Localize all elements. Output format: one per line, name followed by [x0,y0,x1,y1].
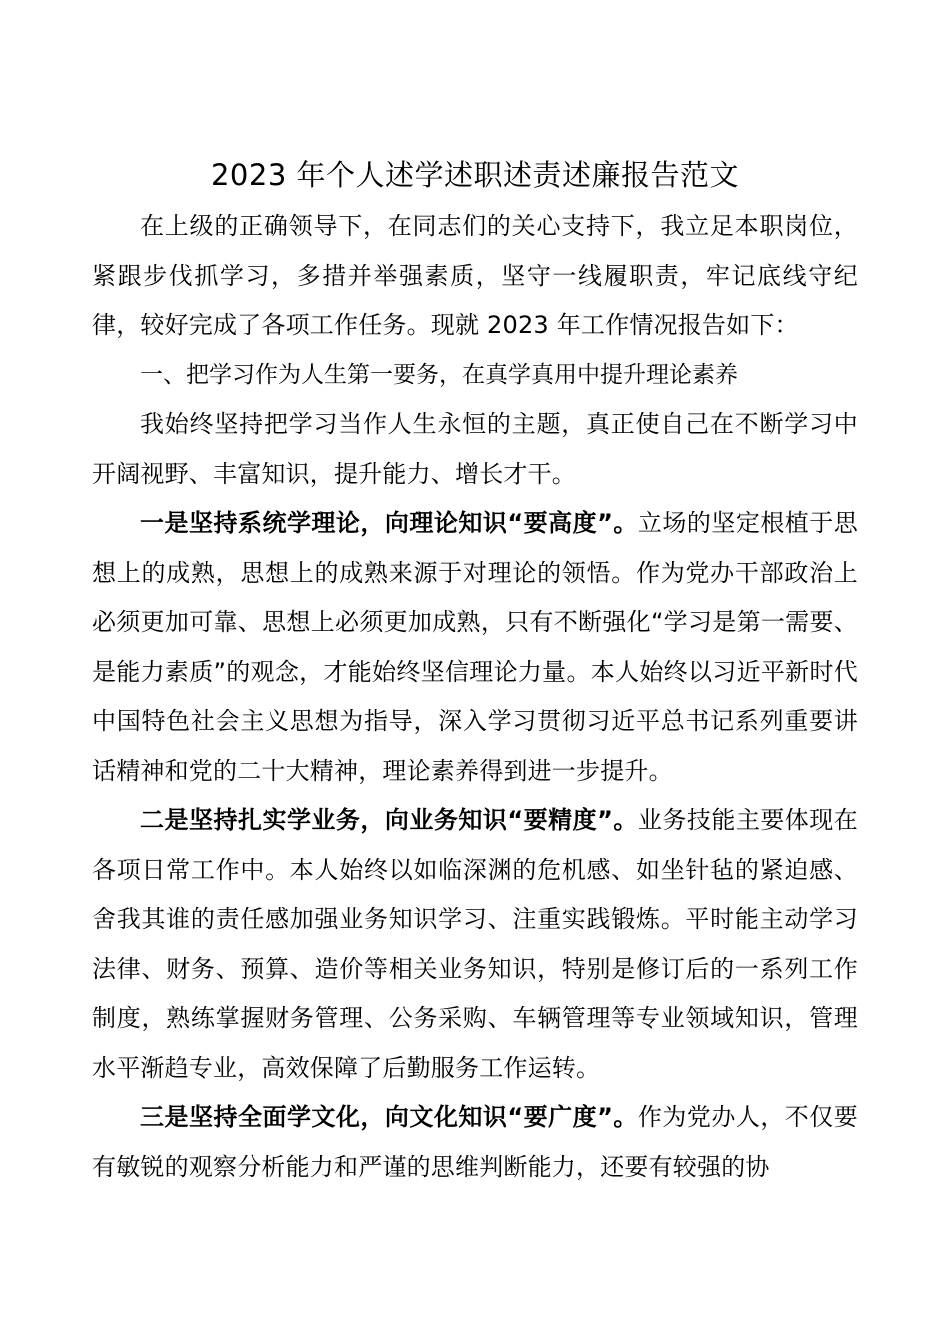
point-3-paragraph [92,1093,858,1192]
point-1-body: 立场的坚定根植于思想上的成熟，思想上的成熟来源于对理论的领悟。作为党办干部政治上必须更加可靠、思想上必须更加成熟，只有不断强化“学习是第一需要、是能力素质”的观念，才能始终坚信理论力量。本人始终以习近平新时代中国特色社会主义思想为指导，深入学习贯彻习近平总书记系列重要讲话精神和党的二十大精神，理论素养得到进一步提升。 [92,509,858,785]
point-1-paragraph [92,499,858,796]
point-3-body: 作为党办人，不仅要有敏锐的观察分析能力和严谨的思维判断能力，还要有较强的协 [92,1103,858,1181]
point-2-body: 业务技能主要体现在各项日常工作中。本人始终以如临深渊的危机感、如坐针毡的紧迫感、舍我其谁的责任感加强业务知识学习、注重实践锻炼。平时能主动学习法律、财务、预算、造价等相关业务知识，特别是修订后的一系列工作制度，熟练掌握财务管理、公务采购、车辆管理等专业领域知识，管理水平渐趋专业，高效保障了后勤服务工作运转。 [92,806,858,1082]
point-1-bold-lead: 一是坚持系统学理论，向理论知识“要高度”。 [140,509,638,537]
section-1-lead-paragraph: 我始终坚持把学习当作人生永恒的主题，真正使自己在不断学习中开阔视野、丰富知识，提升能力、增长才干。 [92,410,858,488]
point-3-bold-lead: 三是坚持全面学文化，向文化知识“要广度”。 [140,1103,638,1131]
point-2-bold-lead: 二是坚持扎实学业务，向业务知识“要精度”。 [140,806,638,834]
section-1-heading: 一、把学习作为人生第一要务，在真学真用中提升理论素养 [140,361,738,388]
document-page [92,148,858,1192]
document-title: 2023 年个人述学述职述责述廉报告范文 [210,158,740,192]
intro-paragraph: 在上级的正确领导下，在同志们的关心支持下，我立足本职岗位，紧跟步伐抓学习，多措并举强素质，坚守一线履职责，牢记底线守纪律，较好完成了各项工作任务。现就 2023 年工作情况报告如下： [92,212,858,339]
point-2-paragraph [92,796,858,1093]
